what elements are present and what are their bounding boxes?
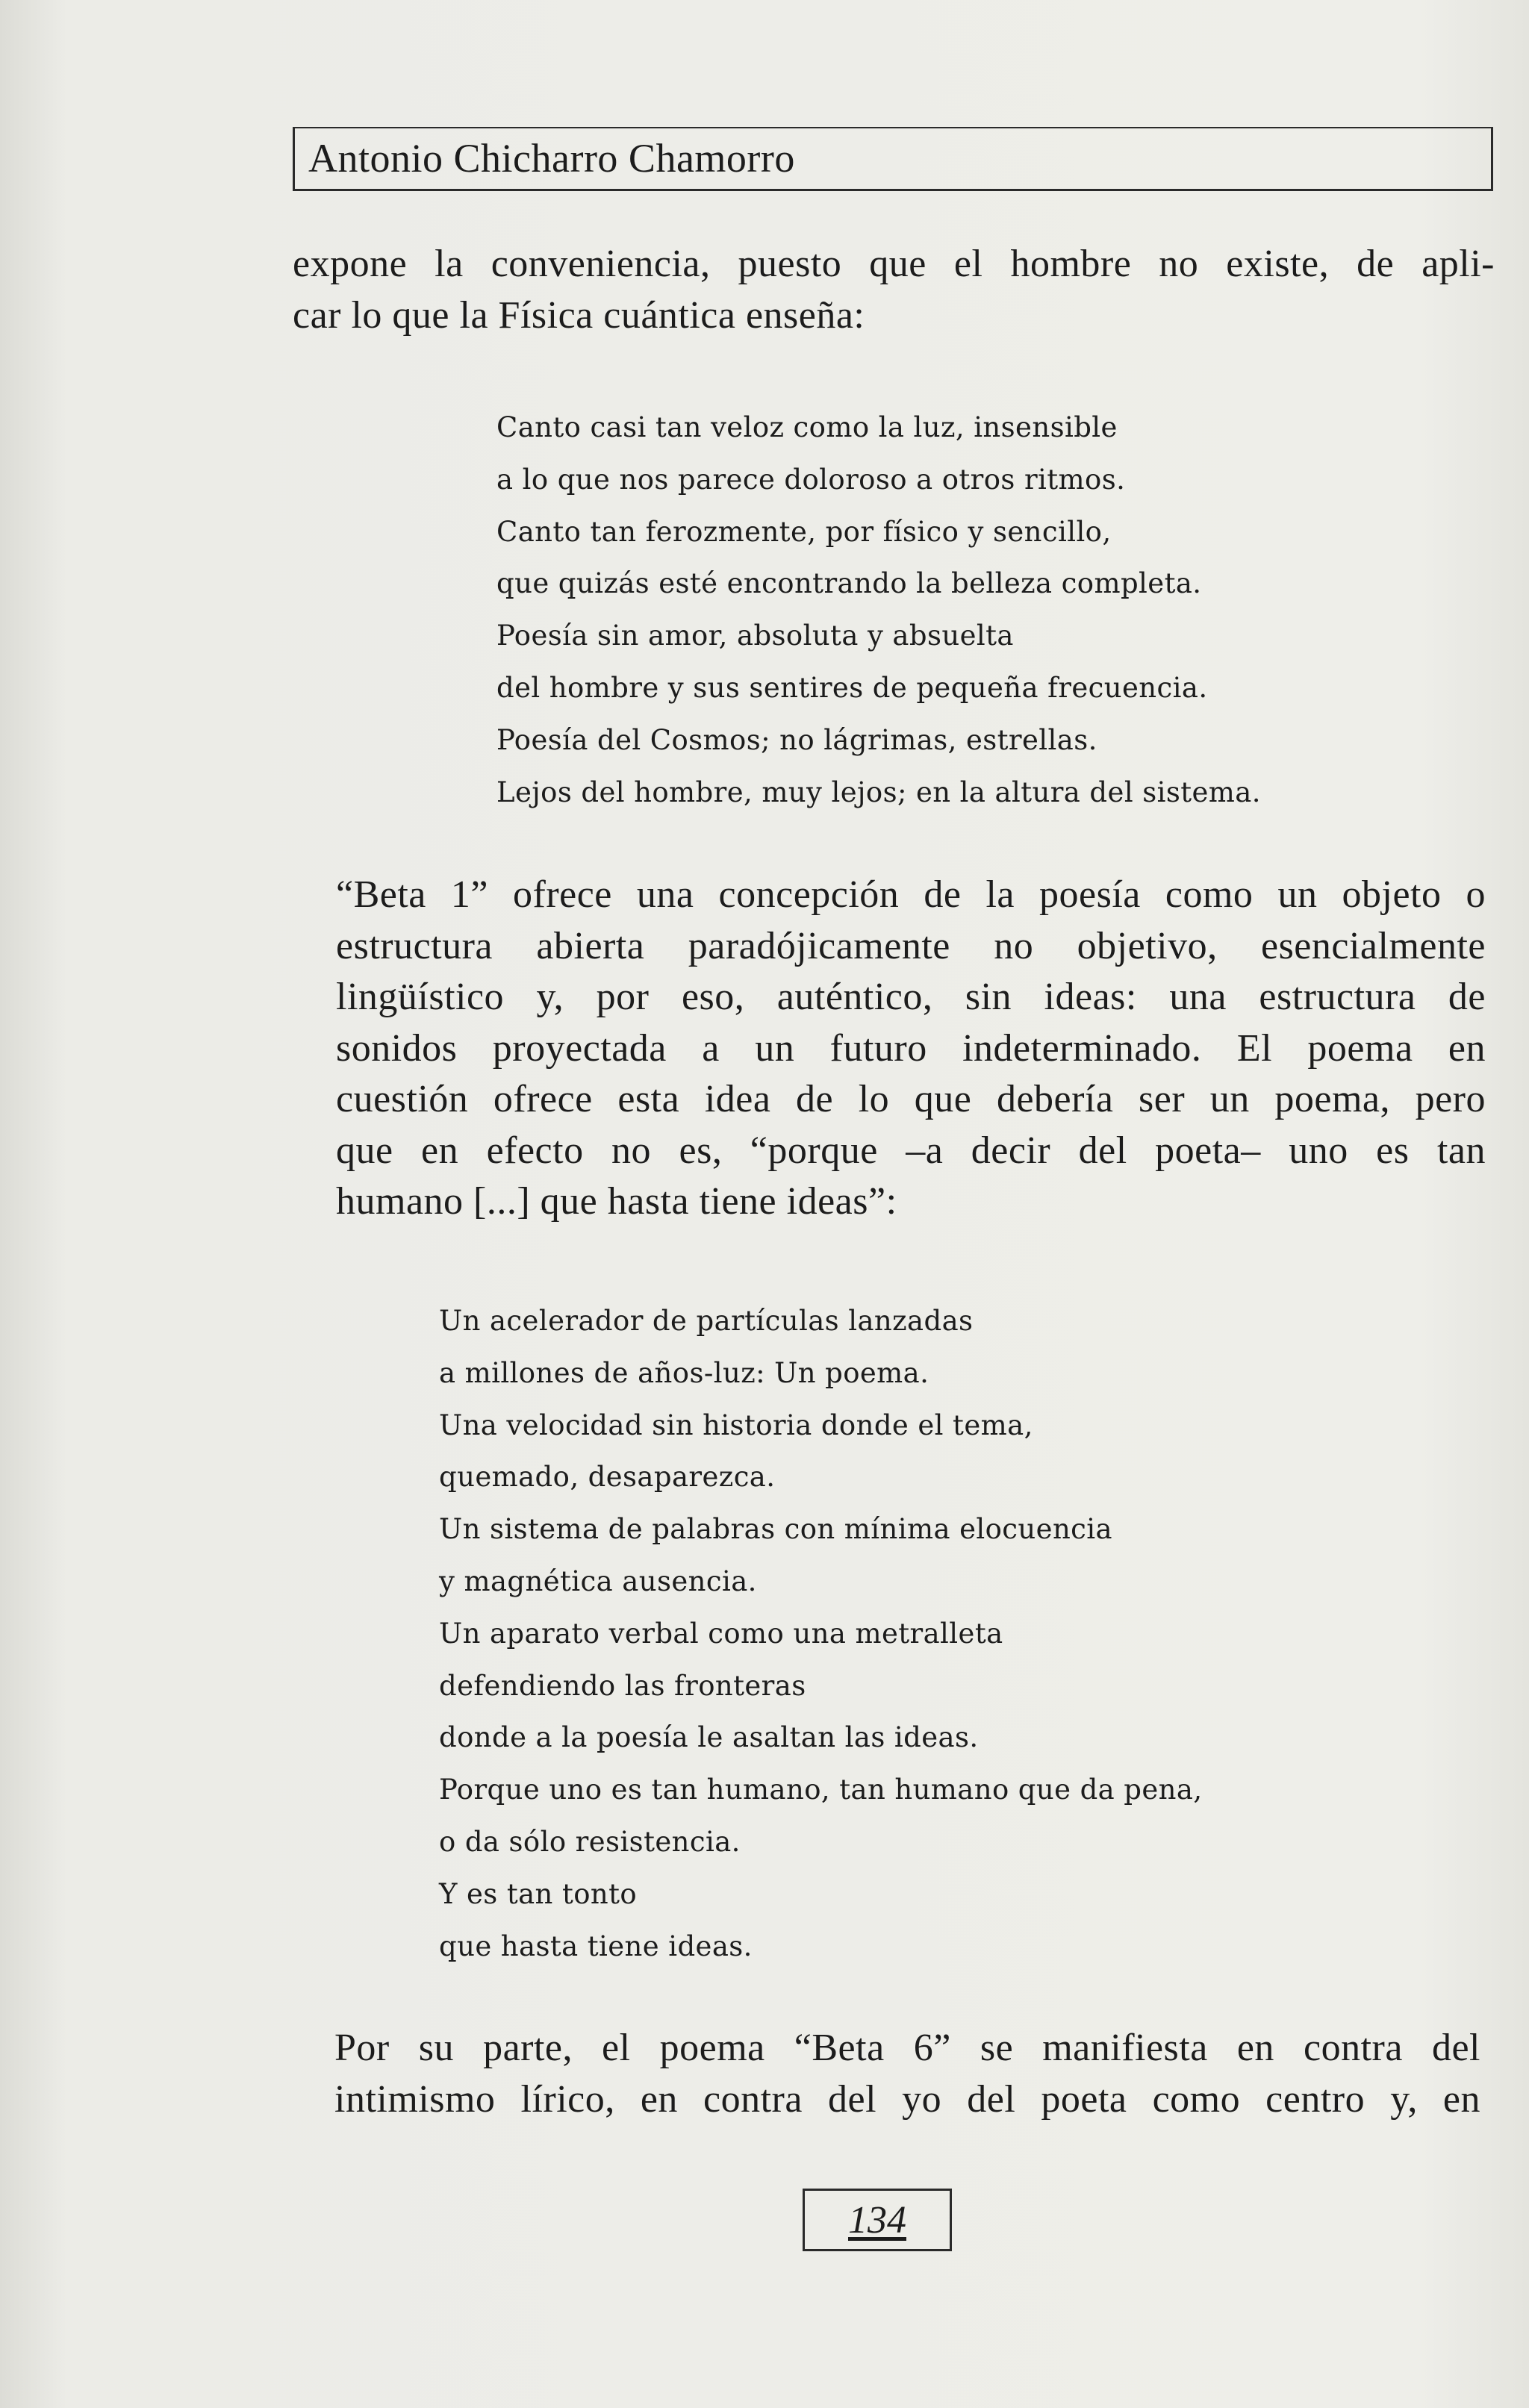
poem-1-quote: [496, 402, 1261, 818]
paragraph-1-line: car lo que la Física cuántica enseña:: [293, 293, 865, 337]
poem-2-line: a millones de años-luz: Un poema.: [439, 1356, 929, 1389]
poem-2-line: Un aparato verbal como una metralleta: [439, 1617, 1003, 1650]
poem-1-line: Poesía del Cosmos; no lágrimas, estrellas.: [496, 723, 1097, 756]
paragraph-3: [286, 2023, 1480, 2125]
paragraph-2: [291, 870, 1486, 1228]
poem-2-line: o da sólo resistencia.: [439, 1825, 741, 1858]
poem-2-line: Un sistema de palabras con mínima elocuencia: [439, 1513, 1112, 1546]
poem-1-line: Poesía sin amor, absoluta y absuelta: [496, 620, 1014, 652]
paragraph-2-line: “Beta 1” ofrece una concepción de la poesía como un objeto o: [336, 873, 1486, 916]
running-header-box: [293, 127, 1493, 191]
poem-2-line: y magnética ausencia.: [439, 1565, 757, 1597]
poem-1-line: Canto tan ferozmente, por físico y sencillo,: [496, 515, 1112, 548]
poem-2-line: Porque uno es tan humano, tan humano que da pena,: [439, 1774, 1203, 1806]
paragraph-3-line: Por su parte, el poema “Beta 6” se manifiesta en contra del: [334, 2027, 1480, 2069]
poem-2-line: donde a la poesía le asaltan las ideas.: [439, 1721, 979, 1754]
poem-1-line: Canto casi tan veloz como la luz, insensible: [496, 411, 1118, 443]
poem-2-line: Y es tan tonto: [439, 1877, 638, 1910]
poem-2-line: Una velocidad sin historia donde el tema,: [439, 1409, 1033, 1441]
poem-1-line: que quizás esté encontrando la belleza completa.: [496, 567, 1202, 600]
paragraph-1-line: expone la conveniencia, puesto que el hombre no existe, de apli-: [293, 243, 1495, 285]
poem-1-line: del hombre y sus sentires de pequeña frecuencia.: [496, 671, 1208, 704]
poem-1-line: a lo que nos parece doloroso a otros ritmos.: [496, 463, 1126, 496]
poem-2-quote: [439, 1295, 1203, 1972]
running-header-title: Antonio Chicharro Chamorro: [308, 136, 795, 181]
paragraph-2-line: humano [...] que hasta tiene ideas”:: [336, 1180, 897, 1223]
paragraph-1: [293, 239, 1495, 341]
paragraph-3-line: intimismo lírico, en contra del yo del poeta como centro y, en: [334, 2077, 1480, 2121]
paragraph-2-line: cuestión ofrece esta idea de lo que debería ser un poema, pero: [336, 1078, 1486, 1120]
paragraph-2-line: que en efecto no es, “porque –a decir del poeta– uno es tan: [336, 1129, 1486, 1172]
paragraph-2-line: lingüístico y, por eso, auténtico, sin ideas: una estructura de: [336, 976, 1486, 1018]
page-number: 134: [848, 2199, 906, 2242]
poem-2-line: quemado, desaparezca.: [439, 1461, 776, 1494]
page-number-box: [803, 2189, 952, 2251]
paragraph-2-line: estructura abierta paradójicamente no objetivo, esencialmente: [336, 924, 1486, 967]
poem-2-line: que hasta tiene ideas.: [439, 1930, 753, 1962]
poem-2-line: Un acelerador de partículas lanzadas: [439, 1305, 974, 1337]
poem-1-line: Lejos del hombre, muy lejos; en la altura del sistema.: [496, 776, 1261, 808]
paragraph-2-line: sonidos proyectada a un futuro indeterminado. El poema en: [336, 1026, 1486, 1070]
poem-2-line: defendiendo las fronteras: [439, 1669, 806, 1702]
